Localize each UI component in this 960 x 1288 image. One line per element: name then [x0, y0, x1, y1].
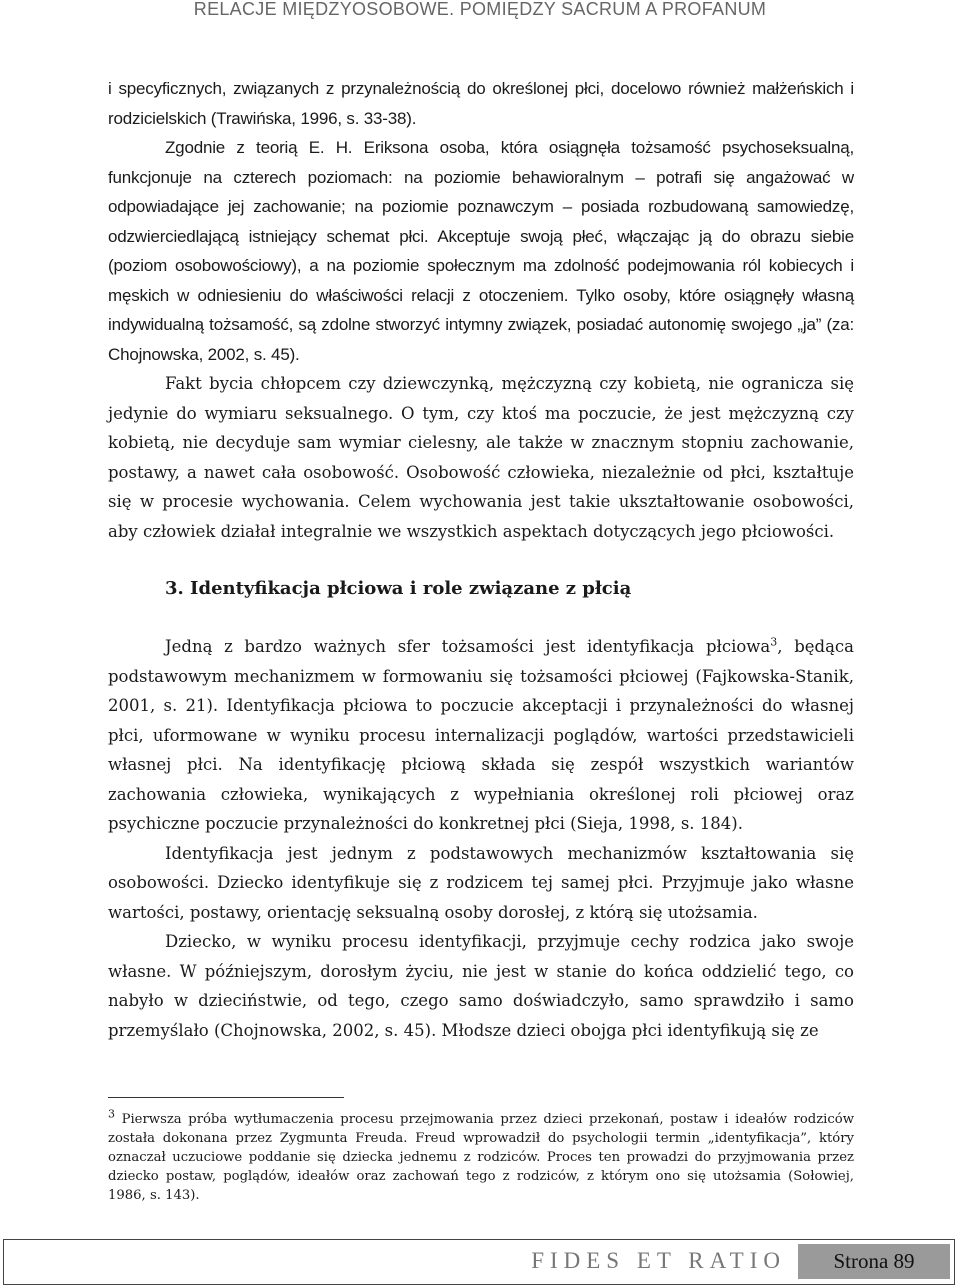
footnote	[108, 1107, 854, 1205]
main-text	[108, 74, 854, 1045]
paragraph-identification	[108, 632, 854, 839]
page-footer	[3, 1239, 955, 1285]
page-number: Strona 89	[798, 1244, 950, 1279]
footnote-reference: 3	[770, 635, 778, 649]
paragraph-continuation: i specyficznych, związanych z przynależnością do określonej płci, docelowo również małżeńskich i rodzicielskich (Trawińska, 1996, s. 33-38).	[108, 79, 854, 128]
footnote-number: 3	[108, 1107, 115, 1121]
paragraph-child: Dziecko, w wyniku procesu identyfikacji, przyjmuje cechy rodzica jako swoje własne. W późniejszym, dorosłym życiu, nie jest w stanie do końca oddzielić tego, co nabyło w dzieciństwie, od tego, czego samo doświadczyło, samo sprawdziło i samo przemyślało (Chojnowska, 2002, s. 45). Młodsze dzieci obojga płci identyfikują się ze	[108, 932, 854, 1040]
paragraph-text: Jedną z bardzo ważnych sfer tożsamości jest identyfikacja płciowa	[165, 637, 771, 656]
footnote-text: Pierwsza próba wytłumaczenia procesu przejmowania przez dzieci przekonań, postaw i ideałów rodziców została dokonana przez Zygmunta Freuda. Freud wprowadził do psychologii termin „identyfikacja”, który oznaczał uczuciowe poddanie się dziecka jednemu z rodziców. Proces ten prowadzi do przyjmowania przez dziecko postaw, poglądów, ideałów oraz zachowań tego z rodziców, z którym ono się utożsamia (Sołowiej, 1986, s. 143).	[108, 1112, 854, 1203]
journal-title: FIDES ET RATIO	[531, 1248, 786, 1273]
section-heading: 3. Identyfikacja płciowa i role związane z płcią	[165, 578, 632, 599]
running-header: RELACJE MIĘDZYOSOBOWE. POMIĘDZY SACRUM A PROFANUM	[193, 0, 767, 19]
paragraph-text: , będąca podstawowym mechanizmem w formowaniu się tożsamości płciowej (Fajkowska-Stanik, 2001, s. 21). Identyfikacja płciowa to poczucie akceptacji i przynależności do własnej płci, uformowane w wyniku procesu internalizacji poglądów, wartości przedstawicieli własnej płci. Na identyfikację płciową składa się zespół wszystkich wariantów zachowania człowieka, wynikających z wypełniania określonej roli płciowej oraz psychiczne poczucie przynależności do konkretnej płci (Sieja, 1998, s. 184).	[108, 637, 854, 833]
paragraph-erikson: Zgodnie z teorią E. H. Eriksona osoba, która osiągnęła tożsamość psychoseksualną, funkcjonuje na czterech poziomach: na poziomie behawioralnym – potrafi się angażować w odpowiadające jej zachowanie; na poziomie poznawczym – posiada rozbudowaną samowiedzę, odzwierciedlającą istniejący schemat płci. Akceptuje swoją płeć, włączając ją do obrazu siebie (poziom osobowościowy), a na poziomie społecznym ma zdolność podejmowania ról kobiecych i męskich w odniesieniu do właściwości relacji z otoczeniem. Tylko osoby, które osiągnęły własną indywidualną tożsamość, są zdolne stworzyć intymny związek, posiadać autonomię swojego „ja” (za: Chojnowska, 2002, s. 45).	[108, 138, 854, 364]
paragraph-mechanism: Identyfikacja jest jednym z podstawowych mechanizmów kształtowania się osobowości. Dziecko identyfikuje się z rodzicem tej samej płci. Przyjmuje jako własne wartości, postawy, orientację seksualną osoby dorosłej, z którą się utożsamia.	[108, 843, 854, 922]
paragraph-gender: Fakt bycia chłopcem czy dziewczynką, mężczyzną czy kobietą, nie ogranicza się jedynie do wymiaru seksualnego. O tym, czy ktoś ma poczucie, że jest mężczyzną czy kobietą, nie decyduje sam wymiar cielesny, ale także w znacznym stopniu zachowanie, postawy, a nawet cała osobowość. Osobowość człowieka, niezależnie od płci, kształtuje się w procesie wychowania. Celem wychowania jest takie ukształtowanie osobowości, aby człowiek działał integralnie we wszystkich aspektach dotyczących jego płciowości.	[108, 374, 854, 541]
footnote-divider	[108, 1097, 344, 1098]
